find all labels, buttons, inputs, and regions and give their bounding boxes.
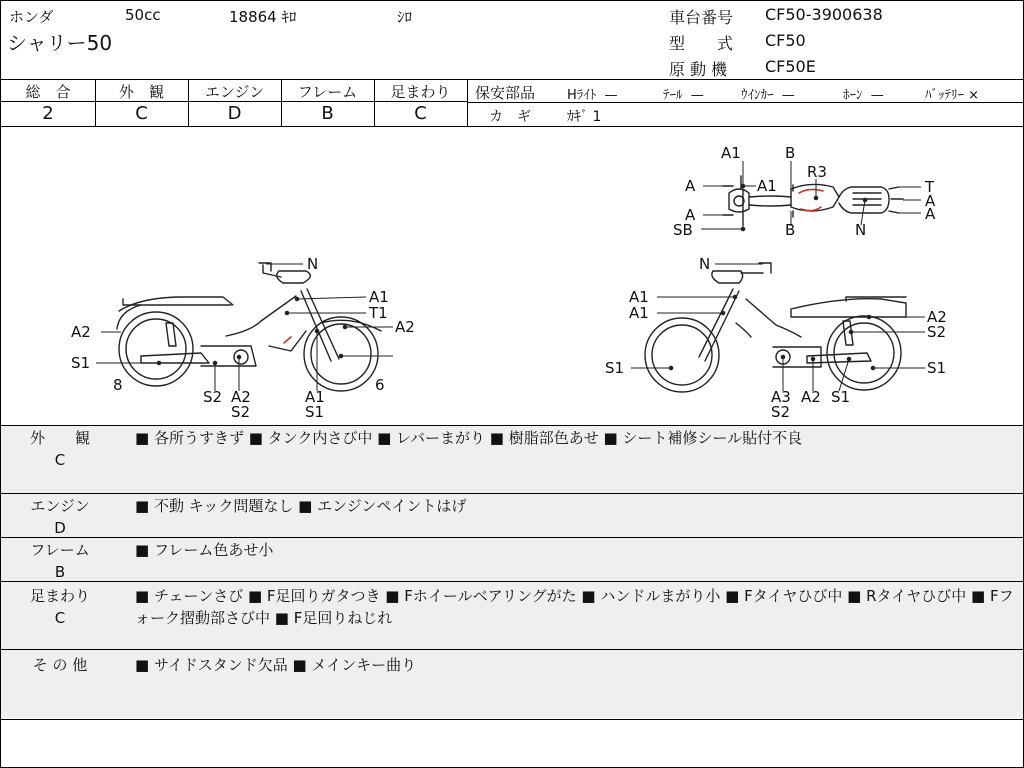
label: A <box>925 192 936 210</box>
frame-no: CF50-3900638 <box>765 5 883 24</box>
key-label: カ ギ <box>489 109 531 125</box>
label: SB <box>673 221 693 239</box>
maker: ホンダ <box>9 8 54 26</box>
leader-lines <box>96 161 925 391</box>
model-name: シャリー50 <box>7 31 113 55</box>
type-value: CF50 <box>765 31 806 50</box>
engine-label: 原 動 機 <box>669 60 728 79</box>
grade-label-overall: 総 合 <box>25 83 71 101</box>
label: S2 <box>231 403 251 421</box>
note-text: ■ 各所うすきず ■ タンク内さび中 ■ レバーまがり ■ 樹脂部色あせ ■ シート補修シール貼付不良 <box>135 429 803 447</box>
safety-item-winker: ｳｲﾝｶｰ — <box>741 88 795 103</box>
grade-value-suspension: C <box>414 103 427 124</box>
label: A3 <box>771 388 791 406</box>
label: A1 <box>629 288 649 306</box>
mileage: 18864 ｷﾛ <box>229 8 297 26</box>
label: A1 <box>305 388 325 406</box>
grade-value-frame: B <box>321 103 334 124</box>
left-view-damage <box>284 337 291 343</box>
safety-item-headlight: Hﾗｲﾄ — <box>567 88 618 103</box>
divider <box>1 79 1023 80</box>
label: A1 <box>721 144 741 162</box>
body-color: ｼﾛ <box>397 8 413 26</box>
label: A <box>685 177 696 195</box>
top-view-damage <box>799 189 823 210</box>
damage-diagram <box>1 127 1023 425</box>
grade-label-engine: エンジン <box>204 83 265 101</box>
note-text: ■ 不動 キック問題なし ■ エンジンペイントはげ <box>135 497 467 515</box>
right-view-bike <box>645 263 906 392</box>
label: N <box>307 255 319 273</box>
label: S1 <box>831 388 851 406</box>
label: N <box>855 221 867 239</box>
note-label: エンジン D <box>30 497 90 537</box>
label: A2 <box>801 388 821 406</box>
label: S1 <box>71 354 91 372</box>
note-label: そ の 他 <box>32 656 88 674</box>
safety-item-horn: ﾎｰﾝ — <box>843 88 884 103</box>
label: S1 <box>305 403 325 421</box>
safety-item-tail: ﾃｰﾙ — <box>663 88 704 103</box>
engine-value: CF50E <box>765 57 816 76</box>
grade-label-exterior: 外 観 <box>118 83 164 101</box>
note-text: ■ サイドスタンド欠品 ■ メインキー曲り <box>135 656 417 674</box>
type-label: 型 式 <box>669 34 734 53</box>
note-label: 足まわり C <box>29 587 90 627</box>
label: A1 <box>629 304 649 322</box>
label: R3 <box>807 163 827 181</box>
grade-label-suspension: 足まわり <box>390 83 451 101</box>
label: N <box>699 255 711 273</box>
note-text: ■ フレーム色あせ小 <box>135 541 274 559</box>
label: T <box>925 178 935 196</box>
label: T1 <box>369 304 388 322</box>
grade-label-frame: フレーム <box>297 83 358 101</box>
label: A2 <box>71 323 91 341</box>
note-text: ■ チェーンさび ■ F足回りガタつき ■ Fホイールベアリングがた ■ ハンドルまがり小 ■ Fタイヤひび中 ■ Rタイヤひび中 ■ Fフォーク摺動部さび中 ■ F足回りねじれ <box>135 587 1014 627</box>
label: S2 <box>203 388 223 406</box>
safety-title: 保安部品 <box>475 84 536 102</box>
grade-value-engine: D <box>227 103 242 124</box>
key-value: ｶｷﾞ 1 <box>567 109 602 125</box>
left-view-bike <box>117 263 381 391</box>
label: A2 <box>231 388 251 406</box>
note-label: 外 観 C <box>29 429 90 469</box>
label: S1 <box>927 359 947 377</box>
displacement: 50cc <box>125 6 161 24</box>
label: S2 <box>771 403 791 421</box>
label: A2 <box>395 318 415 336</box>
grade-value-exterior: C <box>135 103 148 124</box>
label: B <box>785 221 796 239</box>
label: S2 <box>927 323 947 341</box>
label: A <box>685 206 696 224</box>
divider <box>1 719 1023 720</box>
note-label: フレーム B <box>30 541 90 581</box>
label: A1 <box>757 177 777 195</box>
top-view-bike <box>723 176 903 226</box>
safety-item-battery: ﾊﾞｯﾃﾘｰ × <box>925 88 980 103</box>
label: A2 <box>927 308 947 326</box>
grade-value-overall: 2 <box>42 103 54 124</box>
label: B <box>785 144 796 162</box>
divider <box>467 79 468 126</box>
frame-no-label: 車台番号 <box>669 8 734 27</box>
label: A1 <box>369 288 389 306</box>
label: 6 <box>375 376 385 394</box>
label: A <box>925 205 936 223</box>
label: S1 <box>605 359 625 377</box>
label: 8 <box>113 376 123 394</box>
